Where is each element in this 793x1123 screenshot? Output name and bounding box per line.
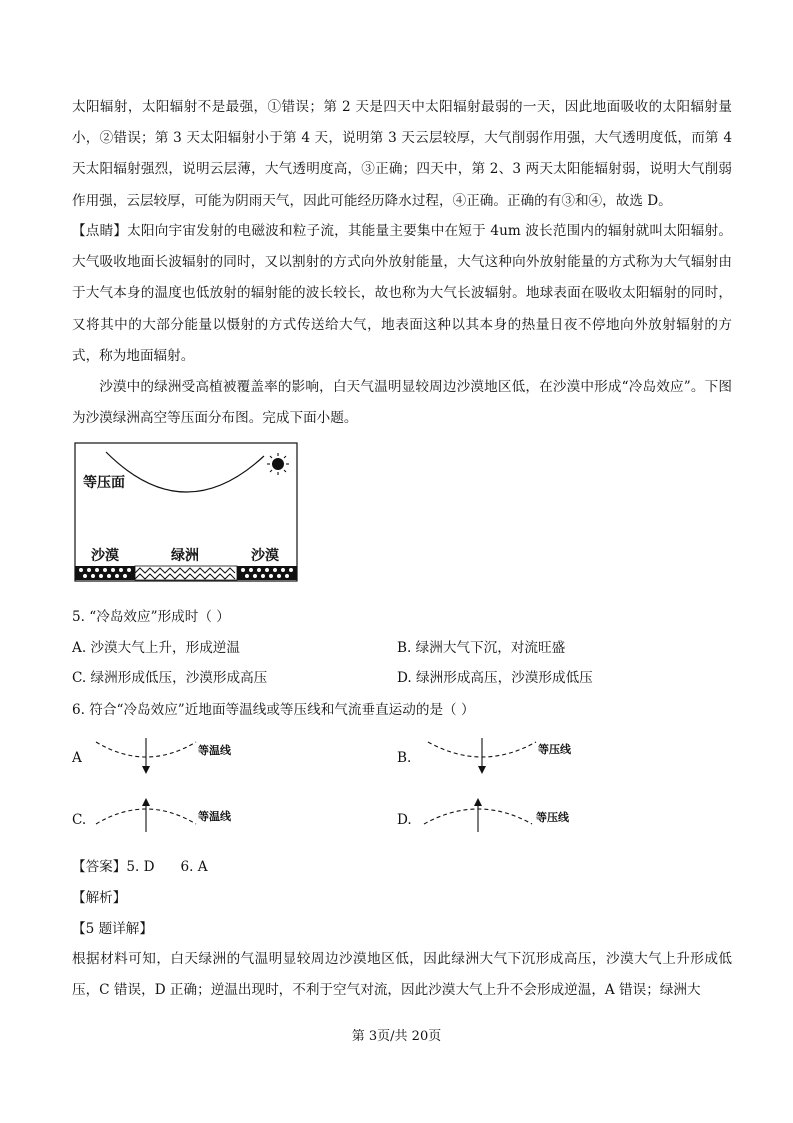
- down-arrow-icon: [142, 766, 150, 774]
- isobar-diagram: [74, 442, 300, 584]
- down-arrow-icon: [478, 766, 486, 774]
- desert-right-label: 沙漠: [251, 548, 279, 564]
- q6-option-c-figure[interactable]: [88, 796, 248, 836]
- q5-detail-heading: 【5 题详解】: [72, 921, 153, 937]
- q6-option-a-label: 等温线: [198, 744, 231, 757]
- q6-option-a-letter[interactable]: A: [72, 750, 82, 766]
- q6-option-b-label: 等压线: [538, 743, 571, 756]
- q6-option-c-letter[interactable]: C.: [72, 812, 87, 828]
- isobar-label: 等压面: [83, 475, 125, 491]
- analysis-heading: 【解析】: [72, 890, 127, 906]
- q6-option-d-letter[interactable]: D.: [397, 812, 412, 828]
- q6-option-c-label: 等温线: [198, 810, 231, 823]
- desert-left-label: 沙漠: [91, 548, 119, 564]
- paragraph-solar-radiation: 太阳辐射，太阳辐射不是最强，①错误；第 2 天是四天中太阳辐射最弱的一天，因此地面吸收的太阳辐射量小，②错误；第 3 天太阳辐射小于第 4 天，说明第 3 天云层较厚，大气削弱作用强，大气透明度低，而第 4 天太阳辐射强烈，说明云层薄，大气透明度高，③正确；四天中，第 2、3 两天太阳能辐射弱，说明大气削弱作用强，云层较厚，可能为阴雨天气，因此可能经历降水过程，④正确。正确的有③和④，故选 D。: [72, 99, 732, 209]
- q5-option-a[interactable]: A. 沙漠大气上升，形成逆温: [72, 640, 240, 656]
- up-arrow-icon: [142, 798, 150, 806]
- q5-stem: 5. “冷岛效应”形成时（ ）: [72, 609, 230, 625]
- q6-stem: 6. 符合“冷岛效应”近地面等温线或等压线和气流垂直运动的是（ ）: [72, 702, 475, 718]
- page-footer: 第 3页/共 20页: [351, 1029, 442, 1044]
- paragraph-intro: 沙漠中的绿洲受高植被覆盖率的影响，白天气温明显较周边沙漠地区低，在沙漠中形成“冷岛效应”。下图为沙漠绿洲高空等压面分布图。完成下面小题。: [72, 379, 732, 427]
- answer-line: 【答案】5. D 6. A: [72, 859, 208, 875]
- q5-option-b[interactable]: B. 绿洲大气下沉，对流旺盛: [397, 640, 566, 656]
- q6-option-b-letter[interactable]: B.: [397, 750, 412, 766]
- q6-option-a-figure[interactable]: [88, 734, 248, 780]
- q6-option-d-label: 等压线: [536, 811, 569, 824]
- oasis-label: 绿洲: [171, 548, 199, 564]
- q5-detail-text: 根据材料可知，白天绿洲的气温明显较周边沙漠地区低，因此绿洲大气下沉形成高压，沙漠大气上升形成低压，C 错误，D 正确；逆温出现时，不利于空气对流，因此沙漠大气上升不会形成逆温，A 错误；绿洲大: [72, 951, 732, 999]
- paragraph-tip: 【点睛】太阳向宇宙发射的电磁波和粒子流，其能量主要集中在短于 4um 波长范围内的辐射就叫太阳辐射。大气吸收地面长波辐射的同时，又以割射的方式向外放射能量，大气这种向外放射能量的方式称为大气辐射由于大气本身的温度也低放射的辐射能的波长较长，故也称为大气长波辐射。地球表面在吸收太阳辐射的同时，又将其中的大部分能量以慑射的方式传送给大气，地表面这种以其本身的热量日夜不停地向外放射辐射的方式，称为地面辐射。: [72, 223, 732, 364]
- q5-option-c[interactable]: C. 绿洲形成低压，沙漠形成高压: [72, 670, 268, 686]
- up-arrow-icon: [474, 798, 482, 806]
- q6-option-b-figure[interactable]: [420, 734, 590, 780]
- q6-option-d-figure[interactable]: [420, 796, 590, 836]
- ground-strip: [75, 566, 297, 580]
- q5-option-d[interactable]: D. 绿洲形成高压，沙漠形成低压: [397, 670, 593, 686]
